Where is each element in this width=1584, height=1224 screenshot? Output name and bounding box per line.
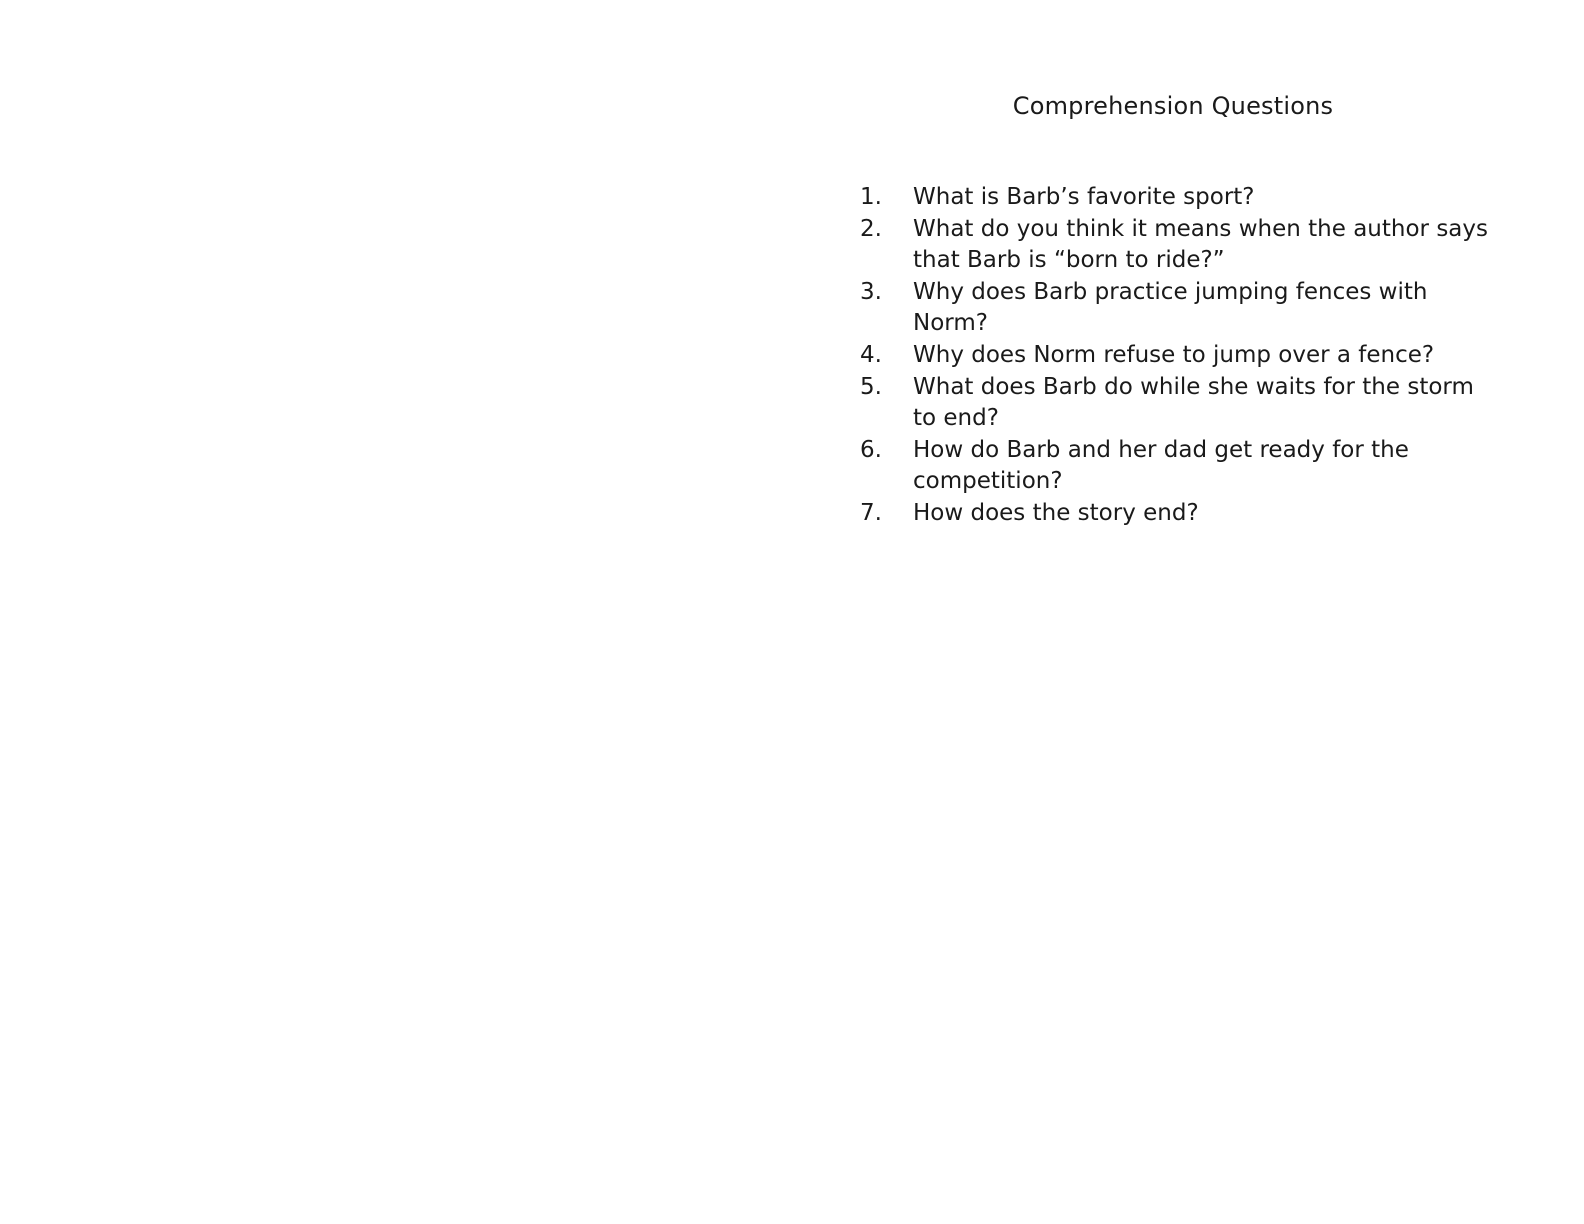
question-item [860, 498, 1500, 529]
question-text: What do you think it means when the author says that Barb is “born to ride?” [913, 216, 1488, 273]
question-list [860, 182, 1500, 530]
page-title: Comprehension Questions [1012, 92, 1334, 120]
question-item [860, 214, 1500, 276]
question-number: 7. [860, 500, 882, 526]
question-text: What does Barb do while she waits for the storm to end? [913, 374, 1474, 431]
question-text: How do Barb and her dad get ready for the competition? [913, 437, 1409, 494]
question-item [860, 277, 1500, 339]
question-number: 5. [860, 374, 882, 400]
question-text: What is Barb’s favorite sport? [913, 184, 1255, 210]
question-item [860, 182, 1500, 213]
question-number: 2. [860, 216, 882, 242]
question-item [860, 372, 1500, 434]
question-text: How does the story end? [913, 500, 1199, 526]
question-item [860, 340, 1500, 371]
question-text: Why does Barb practice jumping fences with Norm? [913, 279, 1428, 336]
question-number: 4. [860, 342, 882, 368]
question-number: 1. [860, 184, 882, 210]
question-number: 3. [860, 279, 882, 305]
question-number: 6. [860, 437, 882, 463]
question-item [860, 435, 1500, 497]
question-text: Why does Norm refuse to jump over a fence? [913, 342, 1435, 368]
